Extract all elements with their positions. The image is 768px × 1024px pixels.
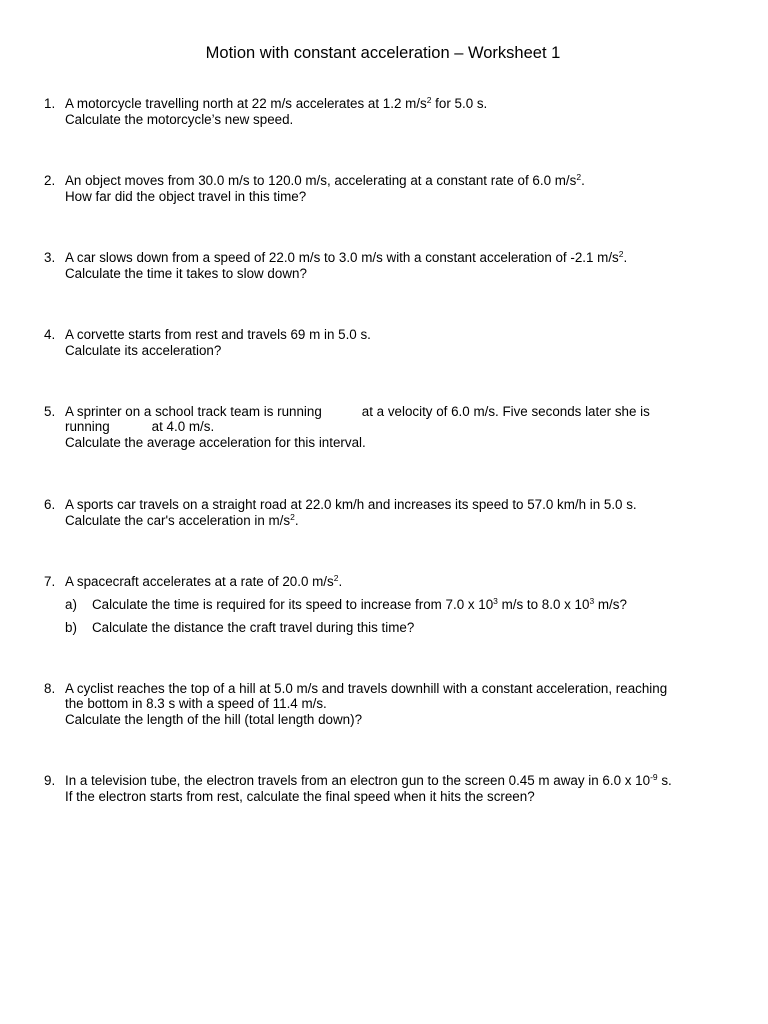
question-number: 8. [44,681,56,696]
worksheet-title: Motion with constant acceleration – Worksheet 1 [205,44,561,62]
question-number: 2. [44,173,56,188]
question-text: In a television tube, the electron travels from an electron gun to the screen 0.45 m away in 6.0 x $10^{-9}$ s. [65,772,672,788]
question-number: 3. [44,250,56,265]
sub-question-label-a: a) [65,597,77,612]
sub-question-a: Calculate the time is required for its speed to increase from 7.0 x $10^3$ m/s to 8.0 x $10^3$ m/s? [92,596,627,612]
question-number: 6. [44,497,56,512]
question-number: 4. [44,327,56,342]
question-prompt: Calculate the motorcycle’s new speed. [65,112,294,127]
question-prompt: Calculate the length of the hill (total length down)? [65,712,363,727]
question-text-continued: running at 4.0 m/s. [65,419,215,434]
question-prompt: Calculate the average acceleration for this interval. [65,435,366,450]
question-text: A motorcycle travelling north at 22 m/s accelerates at 1.2 $m/s^2$ for 5.0 s. [65,95,488,111]
question-number: 9. [44,773,56,788]
sub-question-label-b: b) [65,620,77,635]
question-text: A cyclist reaches the top of a hill at 5.0 m/s and travels downhill with a constant acceleration, reaching [65,681,668,696]
question-text: A spacecraft accelerates at a rate of 20.0 $m/s^2$. [65,573,343,589]
question-number: 5. [44,404,56,419]
question-text: A corvette starts from rest and travels 69 m in 5.0 s. [65,327,371,342]
question-text: A sprinter on a school track team is running at a velocity of 6.0 m/s. Five seconds later she is [65,404,650,419]
question-prompt: How far did the object travel in this time? [65,189,307,204]
question-prompt: Calculate the time it takes to slow down? [65,266,307,281]
sub-question-b: Calculate the distance the craft travel during this time? [92,620,415,635]
question-number: 1. [44,96,56,111]
question-prompt: Calculate the car's acceleration in $m/s^2$. [65,512,299,528]
question-text: A sports car travels on a straight road at 22.0 km/h and increases its speed to 57.0 km/h in 5.0 s. [65,497,637,512]
question-text: An object moves from 30.0 m/s to 120.0 m/s, accelerating at a constant rate of 6.0 $m/s^2$. [65,172,585,188]
question-text: A car slows down from a speed of 22.0 m/s to 3.0 m/s with a constant acceleration of -2.1 $m/s^2$. [65,249,628,265]
question-prompt: If the electron starts from rest, calculate the final speed when it hits the screen? [65,789,535,804]
question-prompt: Calculate its acceleration? [65,343,222,358]
question-text-continued: the bottom in 8.3 s with a speed of 11.4 m/s. [65,696,327,711]
question-number: 7. [44,574,56,589]
